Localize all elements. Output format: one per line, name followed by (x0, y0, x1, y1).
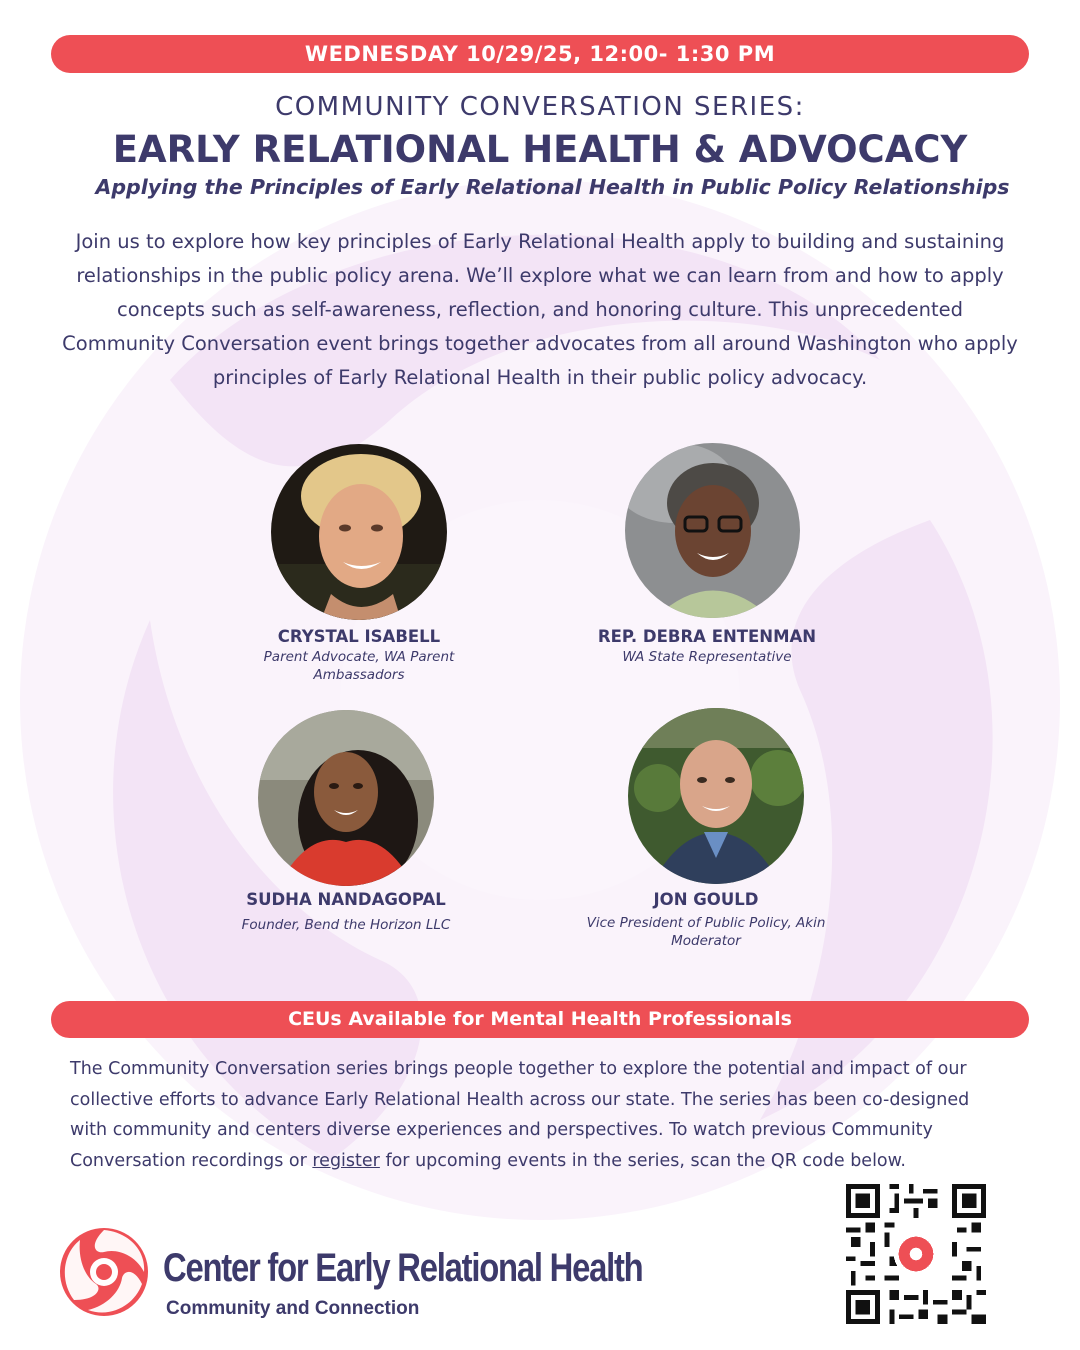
series-description-text: The Community Conversation series brings people together to explore the potential and impact of our collective efforts to advance Early Relational Health across our state. The series has been co-designed with community and centers diverse experiences and perspectives. To watch previous Community Conversation recordings or (70, 1059, 970, 1171)
speaker-moderator-label: Moderator (671, 933, 741, 949)
speaker-photo-debra (625, 443, 800, 618)
date-time-banner: WEDNESDAY 10/29/25, 12:00- 1:30 PM (51, 35, 1029, 73)
speaker-photo-sudha (258, 710, 434, 886)
speaker-photo-jon (628, 708, 804, 884)
series-description-text-end: for upcoming events in the series, scan the QR code below. (379, 1150, 906, 1171)
ceu-banner: CEUs Available for Mental Health Professionals (51, 1001, 1029, 1038)
speaker-role: WA State Representative (622, 649, 792, 665)
speaker-role: Founder, Bend the Horizon LLC (241, 917, 451, 933)
swirl-logo-icon (58, 1226, 150, 1318)
event-subtitle: Applying the Principles of Early Relational Health in Public Policy Relationships (95, 175, 1010, 199)
register-link[interactable]: register (312, 1150, 380, 1171)
speaker-role: Parent Advocate, WA Parent Ambassadors (263, 649, 455, 683)
org-tagline: Community and Connection (166, 1298, 420, 1319)
series-label: COMMUNITY CONVERSATION SERIES: (275, 92, 805, 122)
series-description (70, 1054, 1010, 1176)
speaker-name: CRYSTAL ISABELL (277, 627, 441, 646)
qr-code-icon[interactable] (846, 1184, 986, 1324)
speaker-name: JON GOULD (653, 890, 759, 909)
speaker-name: REP. DEBRA ENTENMAN (597, 627, 817, 646)
speaker-name: SUDHA NANDAGOPAL (246, 890, 446, 909)
speaker-photo-crystal (271, 444, 447, 620)
org-name: Center for Early Relational Health (163, 1246, 643, 1290)
speaker-role: Vice President of Public Policy, Akin (586, 915, 826, 931)
event-description: Join us to explore how key principles of Early Relational Health apply to building and sustaining relationships in the public policy arena. We’ll explore what we can learn from and how to apply concepts such as self-awareness, reflection, and honoring culture. This unprecedented Community Conversation event brings together advocates from all around Washington who apply principles of Early Relational Health in their public policy advocacy. (62, 230, 1018, 389)
event-title: EARLY RELATIONAL HEALTH & ADVOCACY (112, 128, 968, 171)
